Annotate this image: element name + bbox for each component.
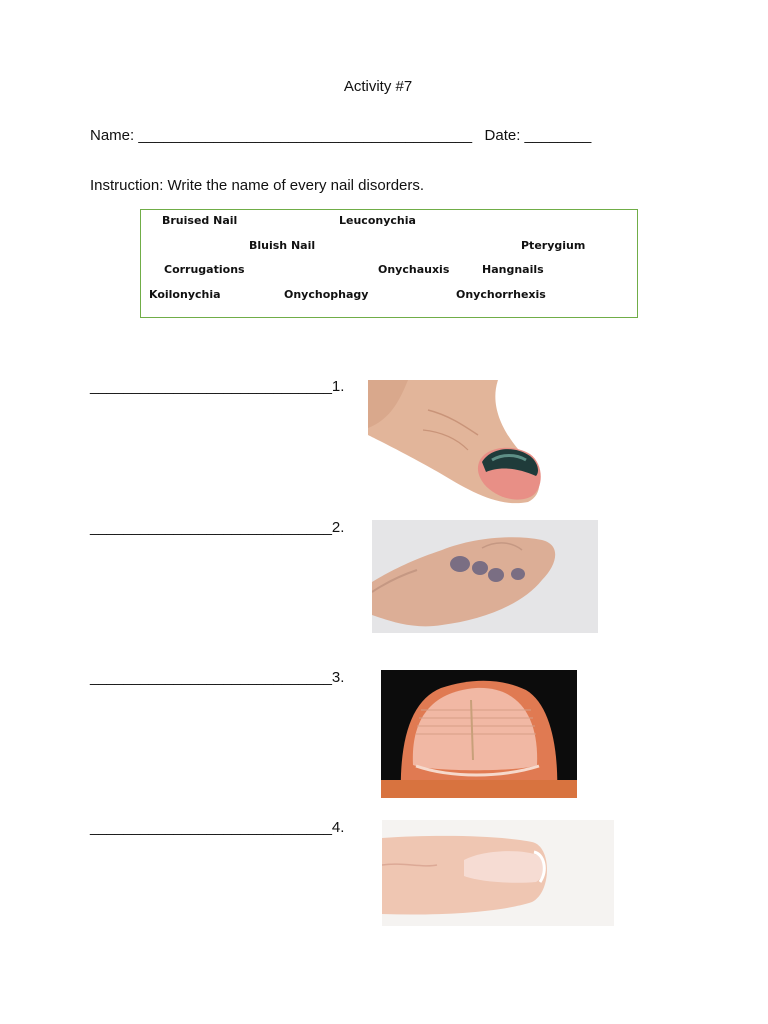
page-title: Activity #7 bbox=[343, 78, 413, 95]
bruised-nail-photo bbox=[368, 380, 564, 508]
word-bank-item: Leuconychia bbox=[339, 214, 416, 227]
instruction-text: Instruction: Write the name of every nail disorders. bbox=[90, 177, 425, 194]
word-bank-item: Koilonychia bbox=[149, 288, 221, 301]
corrugated-thumbnail-photo bbox=[381, 670, 577, 798]
word-bank-item: Bluish Nail bbox=[249, 239, 316, 252]
word-bank-item: Bruised Nail bbox=[162, 214, 238, 227]
answer-blank-2[interactable]: _____________________________2. bbox=[90, 519, 345, 536]
name-date-line: Name: ________________________________________ Date: ________ bbox=[90, 127, 592, 144]
answer-blank-3[interactable]: _____________________________3. bbox=[90, 669, 345, 686]
bluish-nail-hand-photo bbox=[372, 520, 598, 633]
word-bank-item: Corrugations bbox=[164, 263, 245, 276]
answer-blank-4[interactable]: _____________________________4. bbox=[90, 819, 345, 836]
word-bank-item: Pterygium bbox=[521, 239, 586, 252]
word-bank-item: Onychophagy bbox=[284, 288, 369, 301]
word-bank-item: Onychauxis bbox=[378, 263, 450, 276]
answer-blank-1[interactable]: _____________________________1. bbox=[90, 378, 345, 395]
word-bank-item: Onychorrhexis bbox=[456, 288, 546, 301]
pale-fingernail-photo bbox=[382, 820, 614, 926]
word-bank-item: Hangnails bbox=[482, 263, 544, 276]
